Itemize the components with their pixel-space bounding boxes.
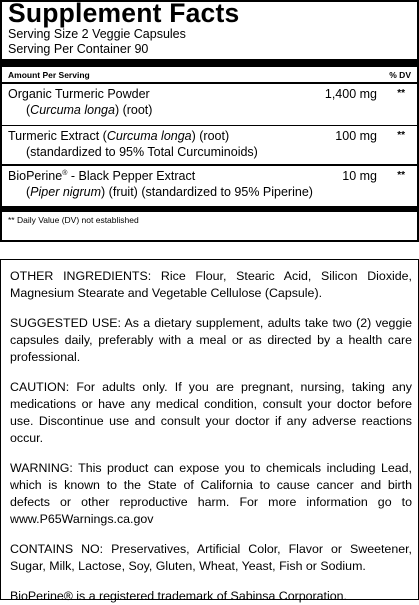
ingredient-row-turmeric-powder bbox=[8, 84, 411, 125]
ingredient-name: BioPerine® - Black Pepper Extract bbox=[8, 168, 196, 183]
contains-no-text: CONTAINS NO: Preservatives, Artificial Color, Flavor or Sweetener, Sugar, Milk, Lactose, Soy, Gluten, Wheat, Yeast, Fish or Sodium. bbox=[10, 542, 412, 573]
ingredient-amount: 1,400 mg bbox=[324, 86, 377, 101]
ingredient-name: Turmeric Extract (Curcuma longa) (root) bbox=[8, 129, 230, 143]
latin-name: Piper nigrum bbox=[30, 184, 102, 199]
servings-per-container: Serving Per Container 90 bbox=[8, 42, 149, 56]
thick-divider bbox=[2, 59, 417, 67]
ingredient-amount: 100 mg bbox=[335, 129, 377, 143]
other-ingredients-text: OTHER INGREDIENTS: Rice Flour, Stearic Acid, Silicon Dioxide, Magnesium Stearate and Vegetable Cellulose (Capsule). bbox=[10, 269, 412, 300]
ingredient-detail: (standardized to 95% Total Curcuminoids) bbox=[26, 145, 258, 159]
ingredient-row-bioperine bbox=[8, 166, 411, 206]
latin-name: Curcuma longa bbox=[30, 102, 115, 117]
dv-header: % DV bbox=[389, 69, 411, 80]
caution-text: CAUTION: For adults only. If you are pregnant, nursing, taking any medications or have any medical condition, consult your doctor before use. Discontinue use and consult your doctor if any adverse reactions occur. bbox=[10, 380, 412, 445]
ingredient-dv: ** bbox=[397, 87, 405, 99]
ingredient-name: Organic Turmeric Powder bbox=[8, 86, 150, 101]
column-header bbox=[8, 67, 411, 82]
trademark-text: BioPerine® is a registered trademark of Sabinsa Corporation. bbox=[10, 589, 347, 603]
ingredient-row-turmeric-extract bbox=[8, 126, 411, 164]
ingredient-detail: (Curcuma longa) (root) bbox=[26, 102, 153, 117]
warning-text: WARNING: This product can expose you to chemicals including Lead, which is known to the State of California to cause cancer and birth defects or other reproductive harm. For more information go to www.P65Warnings.ca.gov bbox=[10, 461, 412, 526]
latin-name: Curcuma longa bbox=[106, 129, 192, 143]
panel-title: Supplement Facts bbox=[8, 0, 240, 28]
dv-footnote: ** Daily Value (DV) not established bbox=[8, 214, 139, 225]
ingredient-amount: 10 mg bbox=[342, 168, 377, 183]
ingredient-dv: ** bbox=[397, 130, 405, 141]
supplement-facts-panel bbox=[0, 0, 419, 242]
label-info-panel bbox=[0, 259, 419, 603]
ingredient-detail: (Piper nigrum) (fruit) (standardized to 95% Piperine) bbox=[26, 184, 313, 199]
serving-size: Serving Size 2 Veggie Capsules bbox=[8, 27, 186, 41]
ingredient-dv: ** bbox=[397, 169, 405, 181]
amount-per-serving-header: Amount Per Serving bbox=[8, 69, 90, 80]
suggested-use-text: SUGGESTED USE: As a dietary supplement, adults take two (2) veggie capsules daily, preferably with a meal or as directed by a health care professional. bbox=[10, 316, 412, 364]
